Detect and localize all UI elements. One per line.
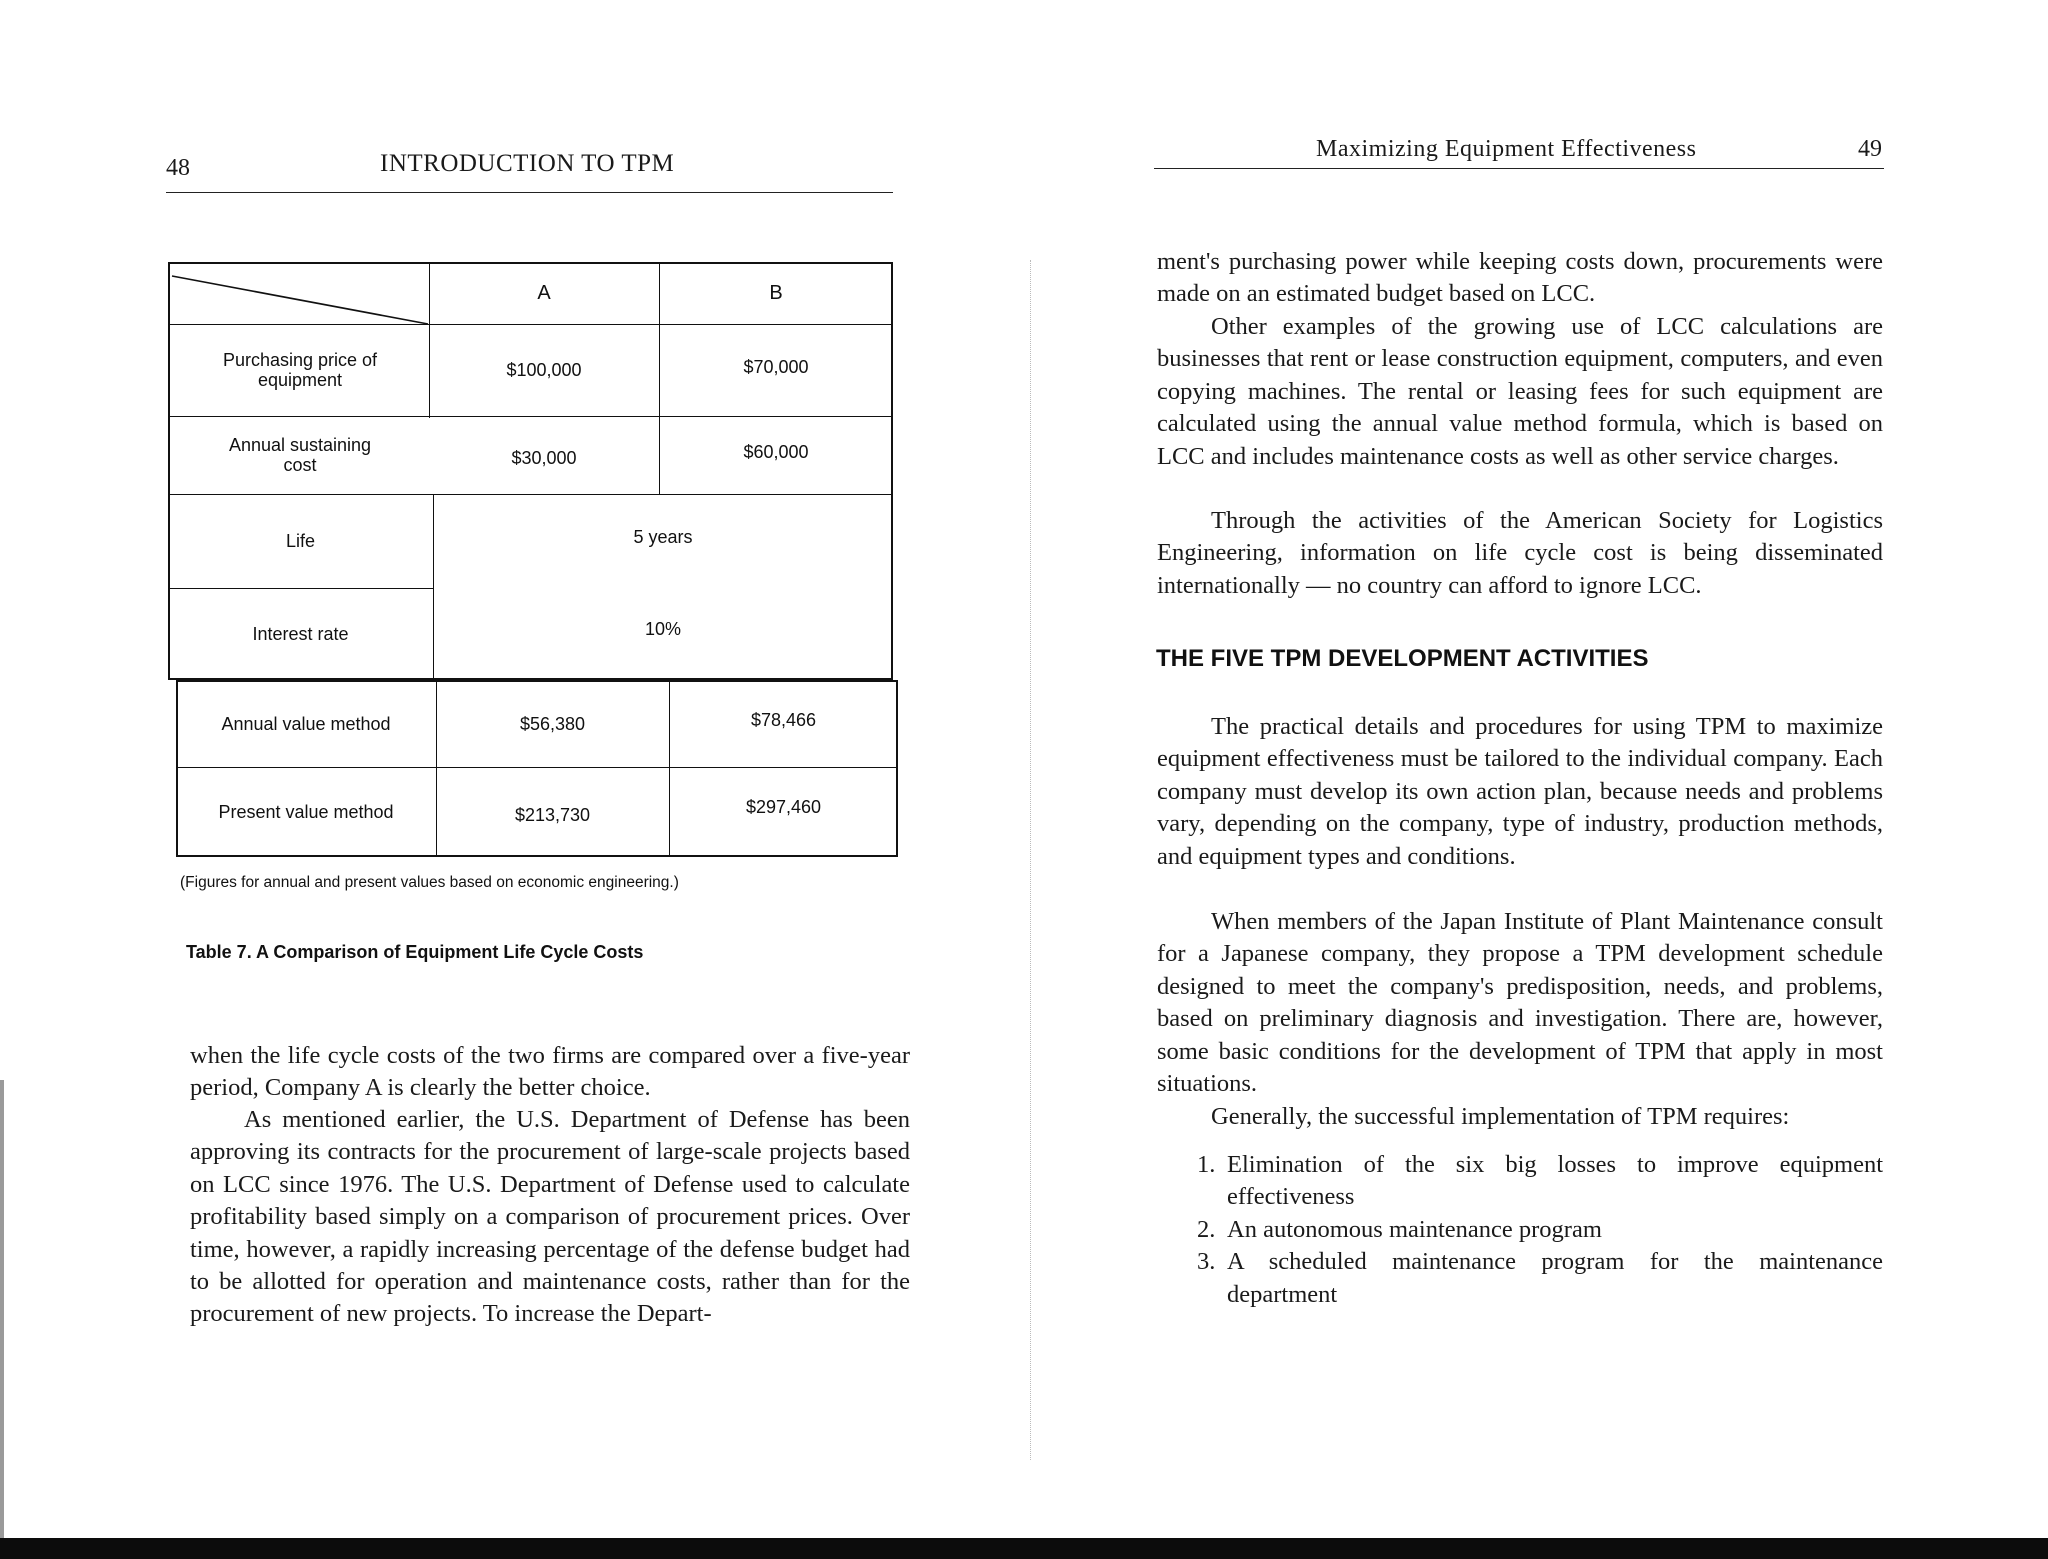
table-note: (Figures for annual and present values based on economic engineering.) (180, 874, 679, 891)
page-number-right: 49 (1858, 136, 1882, 162)
cell-interest-shared: 10% (644, 619, 682, 639)
list-item: 3. A scheduled maintenance program for the maintenance department (1197, 1248, 1883, 1308)
scan-bottom-border (0, 1538, 2048, 1559)
right-paragraph-3: Through the activities of the American Society for Logistics Engineering, information on life cycle cost is being disseminated internationally — no country can afford to ignore LCC. (1157, 507, 1883, 599)
row-label-interest-rate: Interest rate (252, 624, 349, 644)
row-label-annual-value: Annual value method (221, 713, 391, 734)
list-item: 1. Elimination of the six big losses to improve equipment effectiveness (1197, 1151, 1883, 1211)
cell-purchasing-b: $70,000 (743, 357, 809, 377)
cell-annual-value-b: $78,466 (750, 710, 817, 730)
left-paragraph-1: when the life cycle costs of the two firms are compared over a five-year period, Company A is clearly the better choice. (190, 1042, 910, 1102)
header-rule-right (1154, 168, 1884, 169)
right-paragraph-6: Generally, the successful implementation of TPM requires: (1211, 1103, 1790, 1130)
right-paragraph-4: The practical details and procedures for using TPM to maximize equipment effectiveness must be tailored to the individual company. Each company must develop its own action plan, because needs and problems vary, depending on the company, type of industry, production methods, and equipment types and conditions. (1157, 713, 1883, 870)
requirements-list (1157, 1149, 1883, 1311)
row-label-annual-sustaining: Annual sustaining cost (228, 435, 372, 475)
corner-diagonal (168, 262, 430, 326)
cell-life-shared: 5 years (633, 527, 693, 547)
right-paragraph-1: ment's purchasing power while keeping costs down, procurements were made on an estimated budget based on LCC. (1157, 248, 1883, 308)
cell-purchasing-a: $100,000 (506, 360, 582, 380)
header-rule-left (166, 192, 893, 193)
list-item: 2. An autonomous maintenance program (1197, 1215, 1602, 1243)
cell-present-value-b: $297,460 (745, 797, 822, 817)
right-paragraph-5: When members of the Japan Institute of Plant Maintenance consult for a Japanese company, they propose a TPM development schedule designed to meet the company's predisposition, needs, and problems, based on preliminary diagnosis and investigation. There are, however, some basic conditions for the development of TPM that apply in most situations. (1157, 908, 1883, 1098)
column-header-b: B (769, 282, 783, 304)
right-paragraph-2: Other examples of the growing use of LCC calculations are businesses that rent or lease construction equipment, computers, and even copying machines. The rental or leasing fees for such equipment are calculated using the annual value method formula, which is based on LCC and includes maintenance costs as well as other service charges. (1157, 313, 1883, 470)
running-head-right: Maximizing Equipment Effectiveness (1316, 136, 1697, 162)
cell-sustaining-b: $60,000 (743, 442, 809, 462)
cell-present-value-a: $213,730 (514, 805, 591, 825)
left-paragraph-2: As mentioned earlier, the U.S. Department of Defense has been approving its contracts for the procurement of large-scale projects based on LCC since 1976. The U.S. Department of Defense used to calculate profitability based simply on a comparison of procurement prices. Over time, however, a rapidly increasing percentage of the defense budget had to be allotted for operation and maintenance costs, rather than for the procurement of new projects. To increase the Depart- (190, 1106, 910, 1328)
book-gutter (1030, 260, 1031, 1460)
row-label-present-value: Present value method (218, 802, 394, 822)
row-label-purchasing-price: Purchasing price of equipment (222, 350, 378, 390)
cell-sustaining-a: $30,000 (511, 448, 577, 468)
section-heading: THE FIVE TPM DEVELOPMENT ACTIVITIES (1156, 645, 1649, 672)
running-head-left: INTRODUCTION TO TPM (380, 150, 675, 177)
page-number-left: 48 (166, 155, 190, 181)
table-caption: Table 7. A Comparison of Equipment Life Cycle Costs (186, 942, 644, 962)
cell-annual-value-a: $56,380 (519, 713, 586, 734)
row-label-life: Life (285, 531, 316, 551)
scan-edge-shadow (0, 1080, 4, 1559)
column-header-a: A (537, 282, 551, 304)
